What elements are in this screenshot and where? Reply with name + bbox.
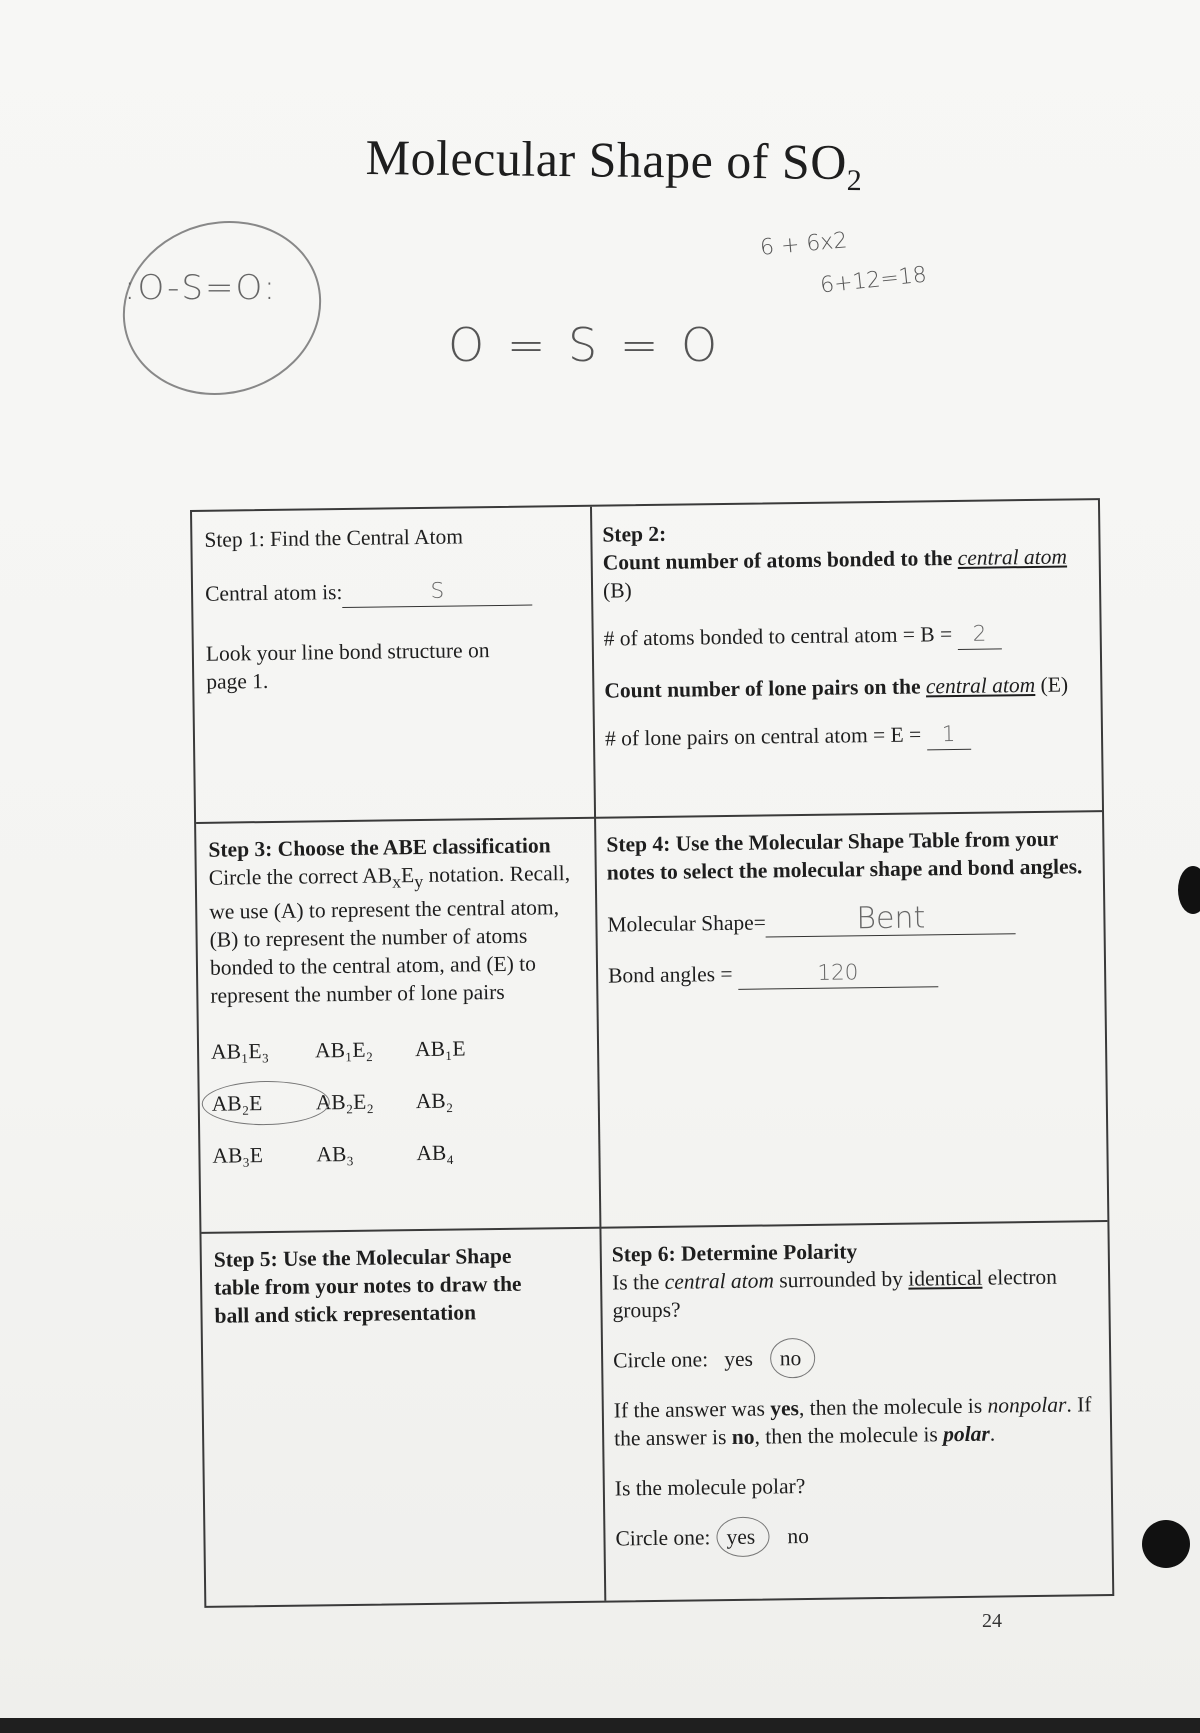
step3-heading: Step 3: Choose the ABE classification	[208, 833, 551, 862]
abe-option[interactable]: AB₁E	[414, 1036, 466, 1062]
step5-heading: Step 5: Use the Molecular Shape table from your notes to draw the ball and stick representation	[213, 1243, 522, 1328]
step2-subheading: Count number of atoms bonded to the central atom (B)	[602, 544, 1068, 603]
step3-cell	[196, 817, 599, 1232]
page-number: 24	[982, 1610, 1002, 1632]
step3-instruction: Circle the correct $AB_xE_y$ notation. Recall, we use (A) to represent the central atom, (B) to represent the number of atoms bonded to the central atom, and (E) to represent the number of lone pairs	[208, 861, 571, 1009]
bond-angles-answer: 120	[817, 960, 859, 986]
worksheet-table	[190, 498, 1114, 1608]
step1-heading: Step 1: Find the Central Atom	[204, 524, 464, 552]
step4-heading: Step 4: Use the Molecular Shape Table from your notes to select the molecular shape and bond angles.	[606, 826, 1083, 885]
page-bottom-edge	[0, 1718, 1200, 1733]
step1-cell	[192, 507, 594, 822]
handwritten-electron-sum: 6+12=18	[818, 262, 928, 299]
handwritten-lewis-structure: O = S = O	[448, 318, 722, 372]
abe-option[interactable]: AB₄	[416, 1140, 454, 1166]
step4-cell	[594, 810, 1107, 1227]
handwritten-lewis-sketch: :O-S=O:	[124, 268, 278, 308]
abe-option[interactable]: AB₃	[316, 1142, 354, 1167]
polar-question: Is the molecule polar?	[614, 1474, 806, 1501]
step6-cell	[599, 1220, 1112, 1601]
step1-note: Look your line bond structure on page 1.	[205, 638, 490, 694]
bonded-atoms-answer: 2	[972, 621, 987, 647]
bond-angles-line: Bond angles = 120	[608, 955, 1092, 991]
identical-groups-choice: Circle one: yes no	[613, 1346, 802, 1373]
step5-cell	[201, 1227, 604, 1606]
polarity-rule: If the answer was yes, then the molecule is nonpolar. If the answer is no, then the molecule is polar.	[613, 1392, 1092, 1451]
hole-punch	[1142, 1520, 1190, 1568]
abe-option[interactable]: AB₃E	[212, 1143, 264, 1169]
lone-pairs-line: # of lone pairs on central atom = E = 1	[605, 718, 1089, 754]
abe-option[interactable]: AB₁E₃	[210, 1039, 270, 1065]
central-atom-answer: S	[430, 578, 445, 604]
abe-option[interactable]: AB₂	[415, 1088, 454, 1114]
lone-pairs-answer: 1	[941, 722, 956, 748]
abe-row-2	[212, 1085, 586, 1118]
step6-heading: Step 6: Determine Polarity	[611, 1239, 858, 1267]
step2-cell	[590, 500, 1102, 817]
abe-row-1	[211, 1033, 585, 1066]
abe-row-3	[212, 1137, 586, 1170]
bonded-atoms-line: # of atoms bonded to central atom = B = 2	[604, 618, 1088, 654]
abe-option[interactable]: AB₁E₂	[314, 1037, 374, 1063]
page-title: Molecular Shape of $SO_2$	[365, 128, 863, 198]
molecular-shape-line: Molecular Shape= Bent	[607, 902, 1091, 939]
polar-choice: Circle one: yes no	[615, 1523, 810, 1551]
step2-heading: Step 2:	[602, 521, 667, 547]
choice-yes-selected[interactable]: yes	[726, 1524, 756, 1550]
hole-punch	[1178, 866, 1200, 914]
choice-no-selected[interactable]: no	[779, 1346, 802, 1371]
circled-sketch-outline	[103, 199, 341, 417]
choice-yes[interactable]: yes	[724, 1346, 754, 1372]
central-atom-line: Central atom is: S	[205, 575, 579, 610]
molecular-shape-answer: Bent	[856, 900, 926, 937]
choice-no[interactable]: no	[787, 1523, 810, 1549]
step6-question: Is the central atom surrounded by identical electron groups?	[611, 1264, 1058, 1323]
handwritten-valence-count: 6 + 6x2	[759, 228, 849, 261]
lone-pairs-heading: Count number of lone pairs on the central atom (E)	[604, 672, 1069, 703]
abe-option[interactable]: AB₂E₂	[315, 1089, 374, 1115]
abe-option-selected[interactable]: AB₂E	[212, 1089, 316, 1118]
